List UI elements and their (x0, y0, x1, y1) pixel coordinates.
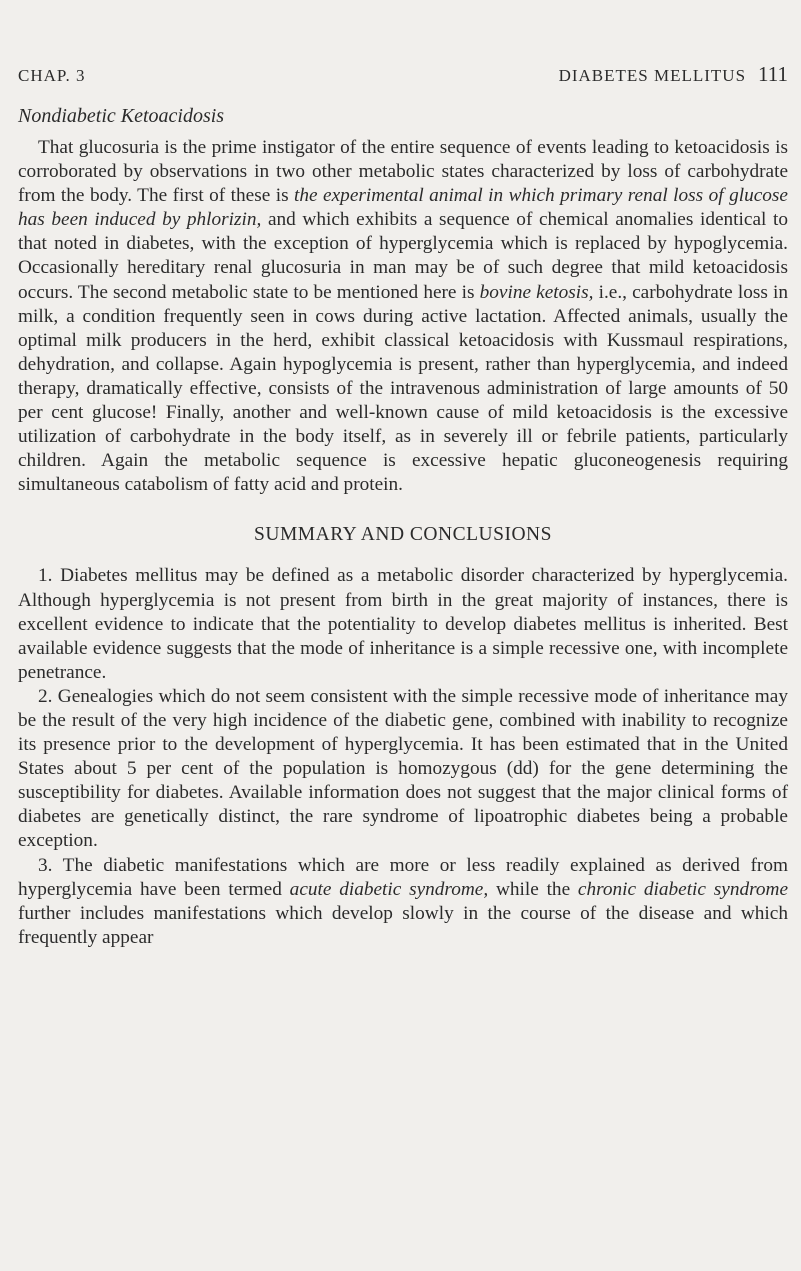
text-run: i.e., carbohydrate loss in milk, a condition frequently seen in cows during active lactation. Affected animals, usually the optimal milk producers in the herd, exhibit classical ketoacidosis with Kussmaul respirations, dehydration, and collapse. Again hypoglycemia is present, rather than hyperglycemia, and indeed therapy, dramatically effective, consists of the intravenous administration of large amounts of 50 per cent glucose! Finally, another and well-known cause of mild ketoacidosis is the excessive utilization of carbohydrate in the body itself, as in severely ill or febrile patients, particularly children. Again the metabolic sequence is excessive hepatic gluconeogenesis requiring simultaneous catabolism of fatty acid and protein. (18, 281, 788, 496)
italic-run: bovine ketosis, (479, 281, 594, 303)
section-title: Nondiabetic Ketoacidosis (18, 105, 225, 127)
chapter-label: CHAP. 3 (18, 66, 86, 85)
italic-run: the experimental animal in which primary renal loss of glucose has been induced by phlorizin, (18, 185, 788, 231)
summary-heading: SUMMARY AND CONCLUSIONS (254, 524, 552, 546)
italic-run: acute diabetic syndrome, (289, 878, 489, 900)
summary-item-1: 1. Diabetes mellitus may be defined as a metabolic disorder characterized by hyperglycemia. Although hyperglycemia is not present from birth in the great majority of instances, there is excellent evidence to indicate that the potentiality to develop diabetes mellitus is inherited. Best available evidence suggests that the mode of inheritance is a simple recessive one, with incomplete penetrance. (18, 565, 788, 683)
book-title: DIABETES MELLITUS (558, 66, 747, 85)
paragraph-nondiabetic-ketoacidosis (18, 136, 788, 497)
text-run: 3. The diabetic manifestations which are more or less readily explained as derived from hyperglycemia have been termed (18, 854, 788, 900)
book-page (18, 62, 788, 950)
page-number: 111 (758, 62, 788, 86)
running-head (18, 62, 788, 87)
running-head-right (559, 62, 788, 87)
text-run: That glucosuria is the prime instigator of the entire sequence of events leading to ketoacidosis is corroborated by observations in two other metabolic states characterized by loss of carbohydrate from the body. The first of these is (18, 137, 788, 207)
text-run: and which exhibits a sequence of chemical anomalies identical to that noted in diabetes, with the exception of hyperglycemia which is replaced by hypoglycemia. Occasionally hereditary renal glucosuria in man may be of such degree that mild ketoacidosis occurs. The second metabolic state to be mentioned here is (18, 209, 788, 303)
italic-run: chronic diabetic syndrome (577, 878, 789, 900)
summary-item-3 (18, 854, 788, 950)
summary-item-2: 2. Genealogies which do not seem consistent with the simple recessive mode of inheritance may be the result of the very high incidence of the diabetic gene, combined with inability to recognize its presence prior to the development of hyperglycemia. It has been estimated that in the United States about 5 per cent of the population is homozygous (dd) for the gene determining the susceptibility for diabetes. Available information does not suggest that the major clinical forms of diabetes are genetically distinct, the rare syndrome of lipoatrophic diabetes being a probable exception. (18, 685, 788, 852)
text-run: further includes manifestations which develop slowly in the course of the disease and which frequently appear (18, 902, 788, 948)
text-run: while the (488, 878, 578, 900)
